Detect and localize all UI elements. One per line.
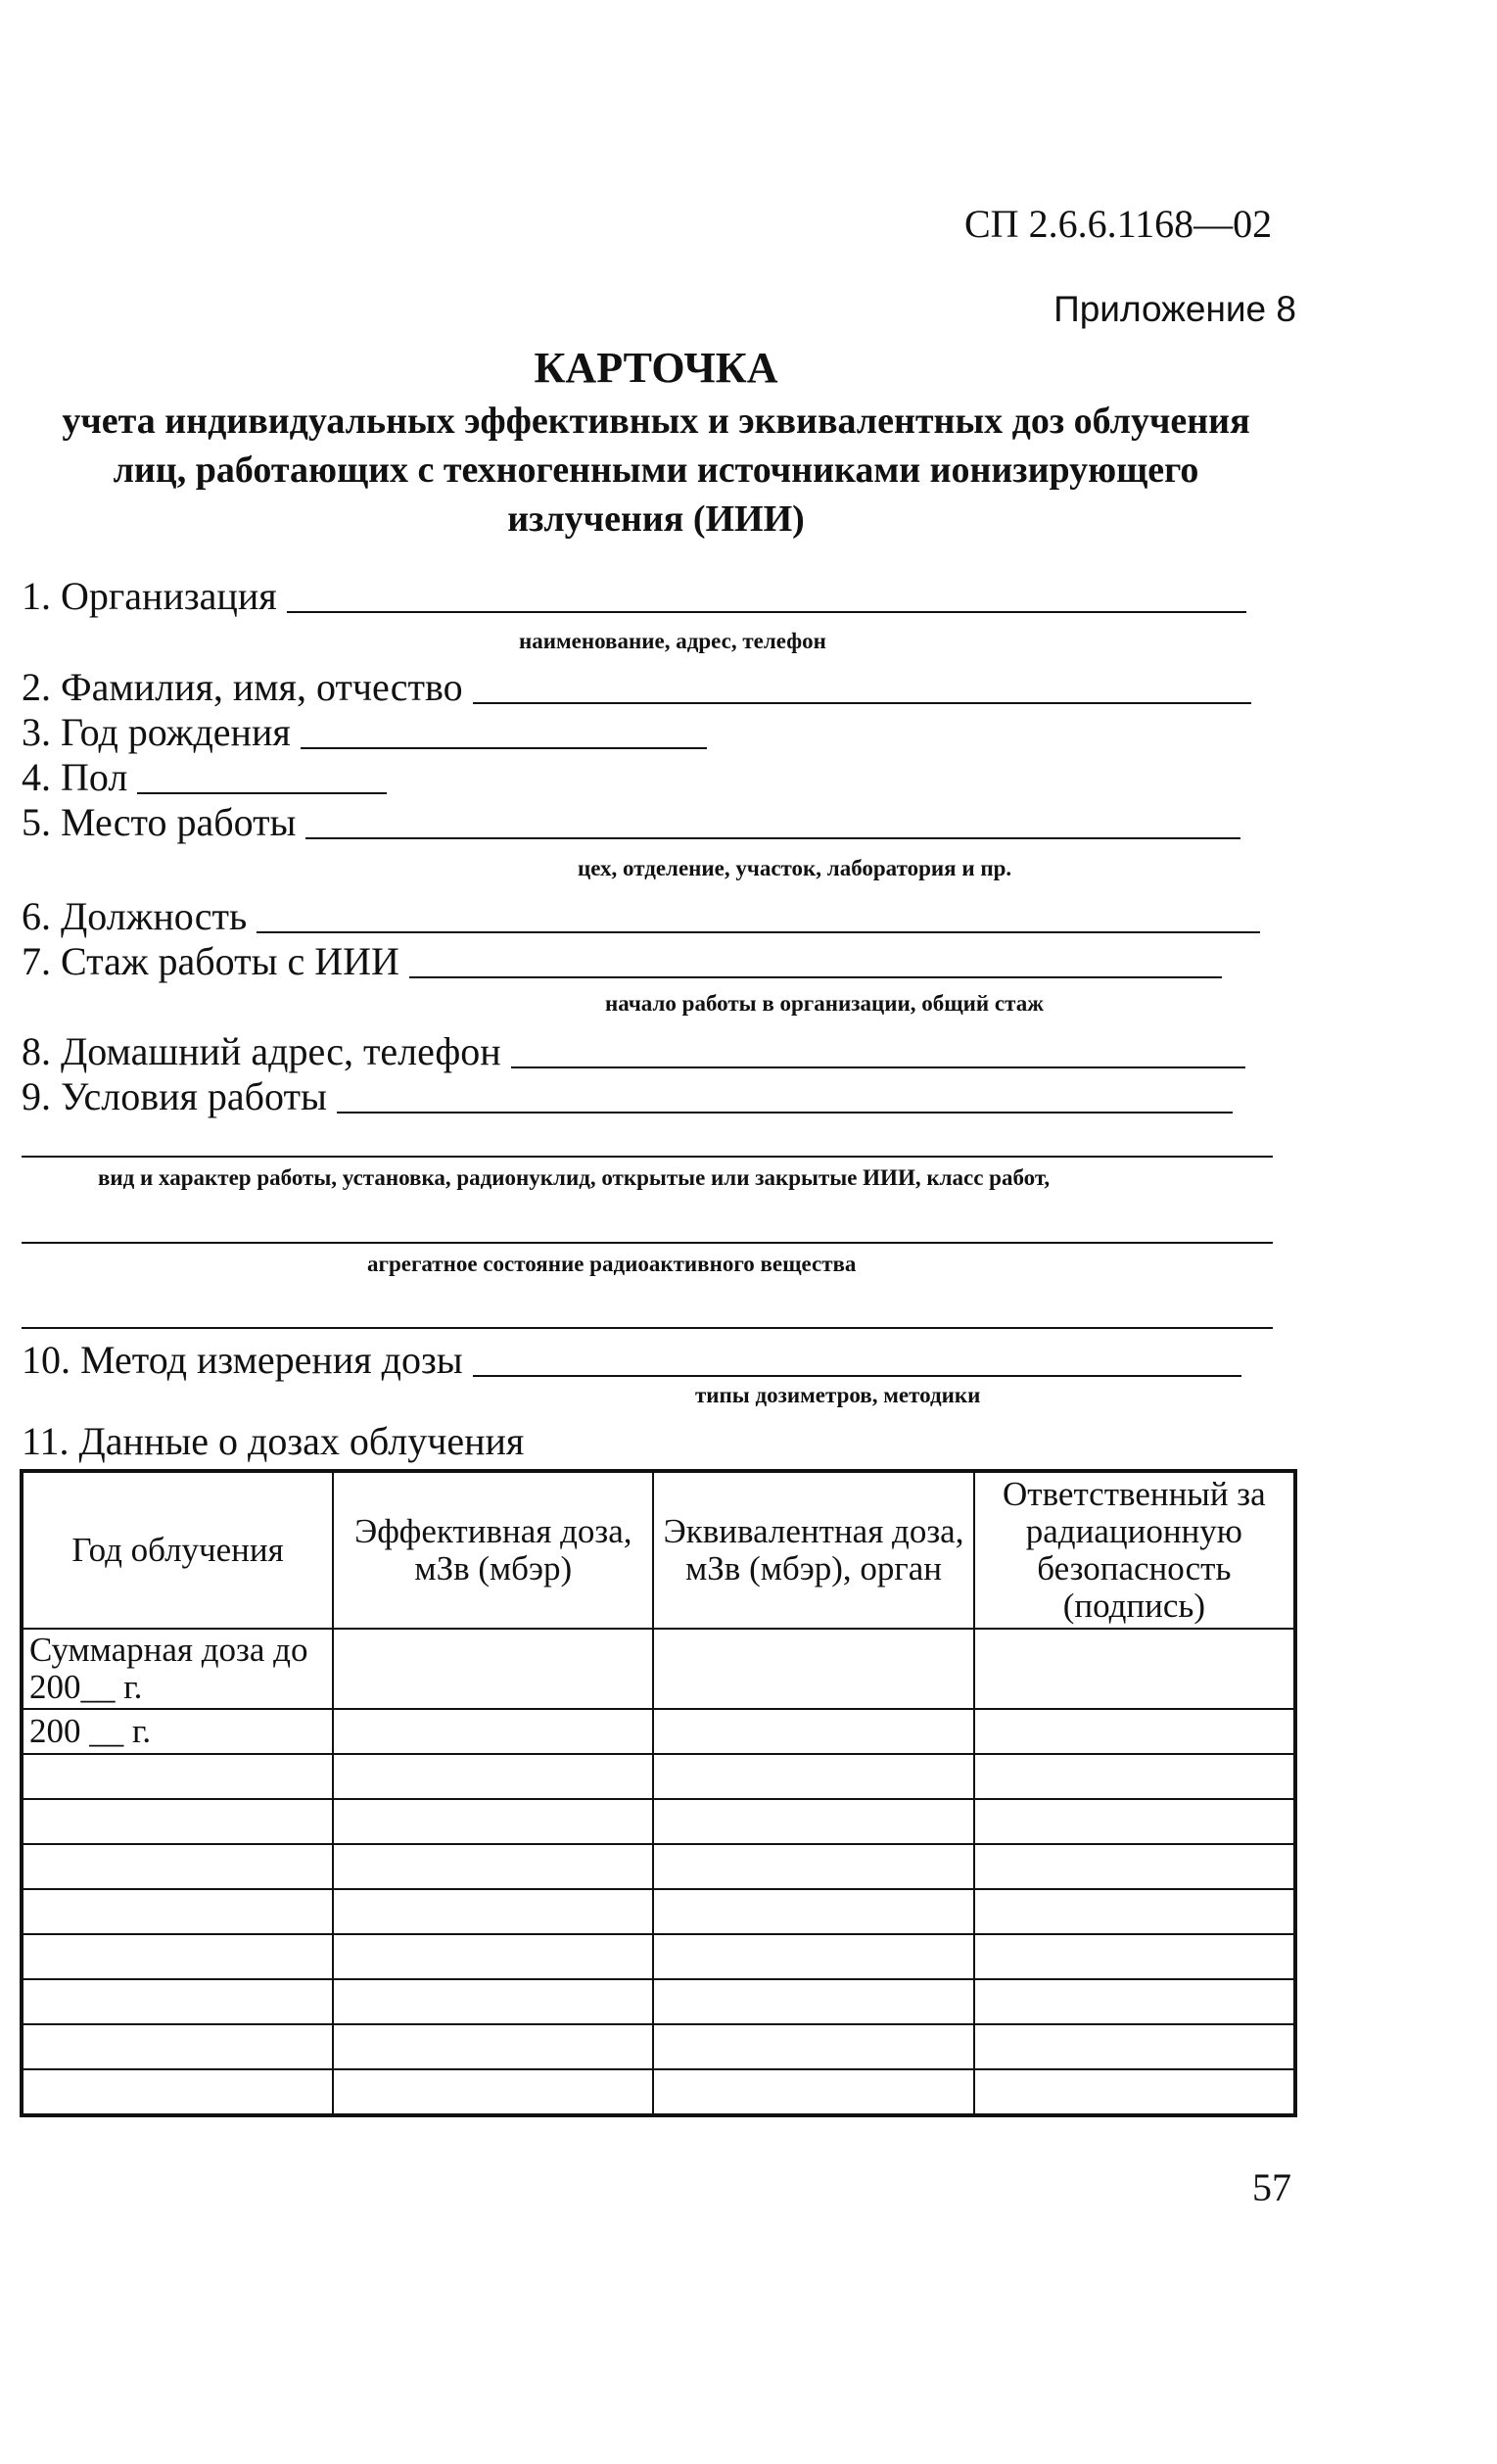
table-cell[interactable] [22,1754,333,1799]
field-position[interactable] [22,893,1260,939]
table-cell[interactable] [974,1844,1295,1889]
field-method[interactable] [22,1337,1241,1383]
table-row [22,1889,1295,1934]
table-cell[interactable] [333,1629,653,1709]
table-cell[interactable] [653,1754,973,1799]
field-workplace[interactable] [22,799,1240,845]
field-birth-year-label: 3. Год рождения [22,710,291,754]
col-responsible-header: Ответственный за радиационную безопасность (подпись) [974,1471,1295,1629]
table-cell[interactable] [653,1889,973,1934]
table-cell[interactable] [333,1844,653,1889]
field-conditions-hint-1: вид и характер работы, установка, радионуклид, открытые или закрытые ИИИ, класс работ, [98,1165,1051,1190]
field-organization-line[interactable] [287,611,1246,613]
card-title: КАРТОЧКА [534,344,778,392]
field-full-name[interactable] [22,664,1251,710]
section-dose-data-heading: 11. Данные о дозах облучения [22,1419,525,1463]
table-cell[interactable] [653,1799,973,1844]
field-conditions-line-2[interactable] [22,1156,1273,1158]
table-cell[interactable] [974,2024,1295,2069]
table-cell[interactable] [22,1889,333,1934]
field-organization-label: 1. Организация [22,574,277,618]
table-row-total [22,1629,1295,1709]
table-row [22,1934,1295,1979]
table-cell[interactable] [22,1979,333,2024]
appendix-label: Приложение 8 [1053,289,1296,329]
field-conditions-label: 9. Условия работы [22,1074,327,1118]
card-subtitle: учета индивидуальных эффективных и эквивалентных доз облучения лиц, работающих с техногенными источниками ионизирующего излучения (ИИИ) [62,401,1250,540]
table-row [22,1799,1295,1844]
field-sex[interactable] [22,754,387,800]
table-cell[interactable] [653,1629,973,1709]
table-cell[interactable] [22,2024,333,2069]
table-cell[interactable] [974,1629,1295,1709]
field-home-address-label: 8. Домашний адрес, телефон [22,1029,501,1073]
field-organization[interactable] [22,573,1246,619]
table-cell[interactable] [333,1799,653,1844]
field-experience-line[interactable] [409,976,1222,978]
field-experience-label: 7. Стаж работы с ИИИ [22,939,399,983]
table-cell[interactable] [974,1889,1295,1934]
document-number: СП 2.6.6.1168—02 [964,202,1273,246]
field-experience-hint: начало работы в организации, общий стаж [605,991,1044,1016]
table-row [22,1754,1295,1799]
field-home-address-line[interactable] [511,1066,1245,1068]
field-home-address[interactable] [22,1028,1245,1074]
field-birth-year[interactable] [22,709,707,755]
field-full-name-line[interactable] [473,702,1251,704]
table-cell[interactable] [22,2069,333,2115]
field-sex-line[interactable] [137,792,387,794]
table-row [22,2069,1295,2115]
table-cell[interactable] [333,1934,653,1979]
table-cell[interactable] [974,1754,1295,1799]
col-equivalent-dose-header: Эквивалентная доза, мЗв (мбэр), орган [653,1471,973,1629]
field-position-line[interactable] [257,931,1260,933]
table-cell[interactable] [974,1979,1295,2024]
year-row-label: 200 __ г. [22,1709,333,1754]
total-dose-label: Суммарная доза до 200__ г. [22,1629,333,1709]
table-cell[interactable] [653,2069,973,2115]
field-conditions[interactable] [22,1073,1233,1119]
table-cell[interactable] [333,1889,653,1934]
field-conditions-hint-2: агрегатное состояние радиоактивного вещества [367,1252,857,1276]
table-cell[interactable] [653,1844,973,1889]
table-cell[interactable] [974,2069,1295,2115]
table-cell[interactable] [333,2069,653,2115]
table-cell[interactable] [22,1844,333,1889]
table-cell[interactable] [653,2024,973,2069]
table-cell[interactable] [333,1709,653,1754]
field-workplace-label: 5. Место работы [22,800,297,844]
field-method-line[interactable] [473,1375,1241,1377]
field-organization-hint: наименование, адрес, телефон [519,629,826,653]
table-row [22,1979,1295,2024]
field-method-label: 10. Метод измерения дозы [22,1338,463,1382]
table-cell[interactable] [974,1709,1295,1754]
field-position-label: 6. Должность [22,894,248,938]
table-row [22,2024,1295,2069]
table-cell[interactable] [653,1709,973,1754]
field-workplace-hint: цех, отделение, участок, лаборатория и пр. [578,856,1012,880]
table-header-row [22,1471,1295,1629]
col-effective-dose-header: Эффективная доза, мЗв (мбэр) [333,1471,653,1629]
table-cell[interactable] [653,1979,973,2024]
field-sex-label: 4. Пол [22,755,128,799]
field-full-name-label: 2. Фамилия, имя, отчество [22,665,463,709]
table-cell[interactable] [333,1754,653,1799]
field-experience[interactable] [22,938,1222,984]
col-year-header: Год облучения [22,1471,333,1629]
table-row-year [22,1709,1295,1754]
field-workplace-line[interactable] [305,837,1240,839]
table-cell[interactable] [653,1934,973,1979]
page-number: 57 [1252,2165,1291,2209]
table-row [22,1844,1295,1889]
field-conditions-line-4[interactable] [22,1327,1273,1329]
field-birth-year-line[interactable] [301,747,707,749]
table-cell[interactable] [333,2024,653,2069]
table-cell[interactable] [974,1799,1295,1844]
table-cell[interactable] [22,1799,333,1844]
field-conditions-line[interactable] [337,1112,1233,1114]
field-conditions-line-3[interactable] [22,1242,1273,1244]
field-method-hint: типы дозиметров, методики [695,1383,981,1407]
table-cell[interactable] [974,1934,1295,1979]
table-cell[interactable] [333,1979,653,2024]
dose-data-table [20,1469,1297,2117]
table-cell[interactable] [22,1934,333,1979]
